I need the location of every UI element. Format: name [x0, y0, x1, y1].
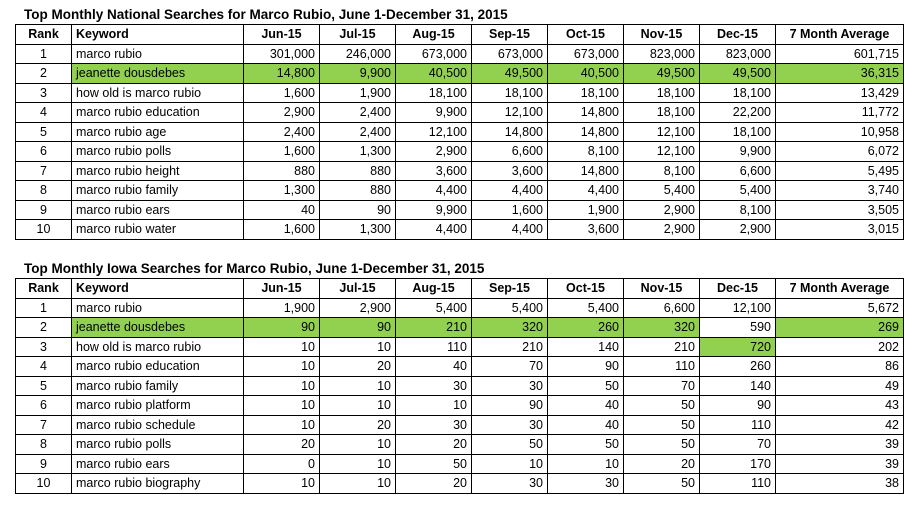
table-cell: 1,300	[320, 142, 396, 162]
column-header: Dec-15	[700, 279, 776, 299]
table-cell: 86	[776, 357, 904, 377]
table-cell: 1,600	[244, 220, 320, 240]
table-cell: 8,100	[700, 200, 776, 220]
table-cell: 673,000	[396, 44, 472, 64]
table-cell: 3,740	[776, 181, 904, 201]
table-cell: 12,100	[624, 142, 700, 162]
table-row	[16, 318, 904, 338]
national-table-title: Top Monthly National Searches for Marco Rubio, June 1-December 31, 2015	[24, 7, 508, 22]
table-cell: 673,000	[548, 44, 624, 64]
column-header: Keyword	[72, 25, 244, 45]
table-cell: 20	[244, 435, 320, 455]
table-cell: 260	[700, 357, 776, 377]
iowa-table-block	[15, 260, 899, 494]
table-cell: marco rubio height	[72, 161, 244, 181]
table-cell: 269	[776, 318, 904, 338]
table-cell: 18,100	[700, 83, 776, 103]
table-cell: marco rubio biography	[72, 474, 244, 494]
table-cell: 10	[16, 220, 72, 240]
table-cell: 38	[776, 474, 904, 494]
table-cell: 8,100	[548, 142, 624, 162]
table-cell: 10	[320, 454, 396, 474]
table-cell: 10	[244, 474, 320, 494]
table-row	[16, 357, 904, 377]
table-cell: 10	[320, 337, 396, 357]
table-cell: 4,400	[472, 181, 548, 201]
table-cell: 50	[624, 396, 700, 416]
table-cell: 7	[16, 415, 72, 435]
table-cell: 4	[16, 357, 72, 377]
table-cell: 9	[16, 454, 72, 474]
column-header: Aug-15	[396, 279, 472, 299]
column-header: Nov-15	[624, 279, 700, 299]
table-cell: 260	[548, 318, 624, 338]
table-row	[16, 396, 904, 416]
table-cell: 10	[320, 376, 396, 396]
table-cell: 50	[548, 435, 624, 455]
table-cell: 30	[548, 474, 624, 494]
column-header: Sep-15	[472, 25, 548, 45]
table-cell: marco rubio education	[72, 357, 244, 377]
table-cell: 36,315	[776, 64, 904, 84]
column-header: Dec-15	[700, 25, 776, 45]
table-cell: 2,900	[700, 220, 776, 240]
table-cell: 12,100	[396, 122, 472, 142]
table-cell: 39	[776, 454, 904, 474]
table-cell: 9	[16, 200, 72, 220]
table-cell: 3,600	[548, 220, 624, 240]
table-row	[16, 415, 904, 435]
table-cell: 18,100	[396, 83, 472, 103]
table-cell: 40	[548, 396, 624, 416]
table-cell: 49,500	[624, 64, 700, 84]
table-row	[16, 454, 904, 474]
table-cell: marco rubio ears	[72, 454, 244, 474]
table-cell: 20	[320, 415, 396, 435]
table-cell: 210	[472, 337, 548, 357]
table-cell: 246,000	[320, 44, 396, 64]
table-cell: 4,400	[396, 181, 472, 201]
column-header: 7 Month Average	[776, 279, 904, 299]
table-cell: 49,500	[700, 64, 776, 84]
table-cell: how old is marco rubio	[72, 337, 244, 357]
table-cell: 140	[548, 337, 624, 357]
table-cell: 601,715	[776, 44, 904, 64]
table-cell: marco rubio age	[72, 122, 244, 142]
table-row	[16, 142, 904, 162]
table-cell: 30	[472, 474, 548, 494]
table-cell: 8	[16, 181, 72, 201]
table-cell: 301,000	[244, 44, 320, 64]
table-cell: marco rubio water	[72, 220, 244, 240]
table-cell: 1,300	[244, 181, 320, 201]
table-cell: 3	[16, 83, 72, 103]
table-cell: 3,600	[396, 161, 472, 181]
table-cell: 10	[320, 435, 396, 455]
table-cell: 50	[396, 454, 472, 474]
table-cell: 320	[624, 318, 700, 338]
table-cell: 2,900	[396, 142, 472, 162]
table-cell: marco rubio polls	[72, 142, 244, 162]
table-cell: 10	[244, 415, 320, 435]
table-cell: 30	[396, 376, 472, 396]
table-cell: marco rubio ears	[72, 200, 244, 220]
table-cell: 1,900	[548, 200, 624, 220]
table-cell: jeanette dousdebes	[72, 64, 244, 84]
table-cell: 20	[396, 435, 472, 455]
table-cell: 12,100	[700, 298, 776, 318]
table-cell: 1	[16, 44, 72, 64]
column-header: Keyword	[72, 279, 244, 299]
column-header: Oct-15	[548, 25, 624, 45]
table-cell: 18,100	[472, 83, 548, 103]
table-cell: 0	[244, 454, 320, 474]
table-cell: 1,900	[244, 298, 320, 318]
table-cell: 140	[700, 376, 776, 396]
table-cell: 210	[624, 337, 700, 357]
table-cell: 5,400	[624, 181, 700, 201]
table-row	[16, 337, 904, 357]
table-cell: 40,500	[548, 64, 624, 84]
table-row	[16, 83, 904, 103]
table-cell: 5	[16, 376, 72, 396]
table-row	[16, 298, 904, 318]
table-cell: 50	[624, 435, 700, 455]
table-cell: 50	[624, 474, 700, 494]
header-row	[16, 279, 904, 299]
table-cell: 8,100	[624, 161, 700, 181]
table-cell: 14,800	[244, 64, 320, 84]
table-row	[16, 122, 904, 142]
table-cell: 823,000	[624, 44, 700, 64]
table-cell: 880	[320, 161, 396, 181]
table-cell: 1,600	[244, 142, 320, 162]
table-cell: 10	[244, 396, 320, 416]
table-cell: marco rubio	[72, 44, 244, 64]
table-cell: 4,400	[548, 181, 624, 201]
table-cell: 40	[244, 200, 320, 220]
table-cell: 10	[244, 357, 320, 377]
table-cell: 50	[548, 376, 624, 396]
table-cell: 6,600	[472, 142, 548, 162]
table-cell: 210	[396, 318, 472, 338]
table-cell: 39	[776, 435, 904, 455]
table-cell: 20	[396, 474, 472, 494]
table-cell: 2,400	[320, 122, 396, 142]
table-cell: 9,900	[396, 200, 472, 220]
table-cell: marco rubio polls	[72, 435, 244, 455]
iowa-searches-table	[15, 278, 904, 494]
table-cell: 4,400	[472, 220, 548, 240]
table-cell: how old is marco rubio	[72, 83, 244, 103]
table-cell: 10	[320, 474, 396, 494]
table-cell: 14,800	[472, 122, 548, 142]
table-cell: 4	[16, 103, 72, 123]
table-cell: 110	[396, 337, 472, 357]
table-row	[16, 376, 904, 396]
table-cell: 2,900	[624, 200, 700, 220]
table-row	[16, 44, 904, 64]
table-cell: 7	[16, 161, 72, 181]
table-cell: 6,072	[776, 142, 904, 162]
table-cell: marco rubio schedule	[72, 415, 244, 435]
table-cell: 43	[776, 396, 904, 416]
table-cell: marco rubio family	[72, 376, 244, 396]
table-cell: 1	[16, 298, 72, 318]
table-cell: marco rubio education	[72, 103, 244, 123]
table-cell: 1,900	[320, 83, 396, 103]
table-cell: 320	[472, 318, 548, 338]
column-header: Rank	[16, 279, 72, 299]
table-cell: 3,015	[776, 220, 904, 240]
table-cell: 9,900	[396, 103, 472, 123]
column-header: Nov-15	[624, 25, 700, 45]
table-cell: 70	[700, 435, 776, 455]
table-cell: 50	[624, 415, 700, 435]
table-cell: 4,400	[396, 220, 472, 240]
header-row	[16, 25, 904, 45]
table-cell: 10,958	[776, 122, 904, 142]
table-cell: 30	[396, 415, 472, 435]
table-row	[16, 474, 904, 494]
table-cell: 823,000	[700, 44, 776, 64]
table-cell: 2,400	[320, 103, 396, 123]
table-cell: marco rubio family	[72, 181, 244, 201]
table-cell: 880	[244, 161, 320, 181]
table-cell: 12,100	[472, 103, 548, 123]
table-cell: 30	[472, 415, 548, 435]
table-cell: 590	[700, 318, 776, 338]
table-cell: 202	[776, 337, 904, 357]
table-cell: 673,000	[472, 44, 548, 64]
table-cell: 18,100	[548, 83, 624, 103]
table-row	[16, 435, 904, 455]
table-cell: 49	[776, 376, 904, 396]
national-searches-table	[15, 24, 904, 240]
table-row	[16, 181, 904, 201]
table-row	[16, 220, 904, 240]
table-cell: 18,100	[624, 83, 700, 103]
table-cell: 90	[472, 396, 548, 416]
table-cell: 10	[472, 454, 548, 474]
table-cell: 1,600	[244, 83, 320, 103]
table-cell: 6	[16, 142, 72, 162]
column-header: Aug-15	[396, 25, 472, 45]
table-cell: 9,900	[700, 142, 776, 162]
table-cell: 49,500	[472, 64, 548, 84]
column-header: 7 Month Average	[776, 25, 904, 45]
table-cell: 1,600	[472, 200, 548, 220]
column-header: Jul-15	[320, 279, 396, 299]
table-cell: 40,500	[396, 64, 472, 84]
table-cell: 90	[244, 318, 320, 338]
table-cell: 6,600	[700, 161, 776, 181]
table-cell: 8	[16, 435, 72, 455]
table-cell: 90	[320, 200, 396, 220]
table-cell: 10	[16, 474, 72, 494]
table-cell: 1,300	[320, 220, 396, 240]
table-cell: 10	[396, 396, 472, 416]
table-cell: 3	[16, 337, 72, 357]
table-cell: 10	[244, 337, 320, 357]
column-header: Oct-15	[548, 279, 624, 299]
table-cell: 90	[700, 396, 776, 416]
table-cell: 70	[624, 376, 700, 396]
national-table-block	[15, 6, 899, 240]
table-cell: 170	[700, 454, 776, 474]
table-row	[16, 64, 904, 84]
column-header: Jul-15	[320, 25, 396, 45]
table-cell: marco rubio platform	[72, 396, 244, 416]
table-cell: 5,672	[776, 298, 904, 318]
column-header: Jun-15	[244, 279, 320, 299]
table-cell: 3,505	[776, 200, 904, 220]
table-cell: 2,900	[624, 220, 700, 240]
table-cell: 5,400	[472, 298, 548, 318]
table-cell: 110	[700, 415, 776, 435]
table-cell: 2	[16, 64, 72, 84]
table-cell: 70	[472, 357, 548, 377]
table-cell: 2	[16, 318, 72, 338]
table-cell: 18,100	[700, 122, 776, 142]
column-header: Jun-15	[244, 25, 320, 45]
table-cell: marco rubio	[72, 298, 244, 318]
table-cell: 90	[320, 318, 396, 338]
table-cell: 30	[472, 376, 548, 396]
table-cell: 5,400	[700, 181, 776, 201]
table-cell: 14,800	[548, 161, 624, 181]
table-cell: 11,772	[776, 103, 904, 123]
table-row	[16, 103, 904, 123]
table-cell: 13,429	[776, 83, 904, 103]
table-cell: 9,900	[320, 64, 396, 84]
table-cell: 720	[700, 337, 776, 357]
column-header: Rank	[16, 25, 72, 45]
table-cell: 20	[624, 454, 700, 474]
table-cell: 50	[472, 435, 548, 455]
table-cell: 5	[16, 122, 72, 142]
table-cell: 40	[548, 415, 624, 435]
table-cell: 5,400	[396, 298, 472, 318]
table-cell: 10	[320, 396, 396, 416]
table-cell: 90	[548, 357, 624, 377]
table-cell: 5,400	[548, 298, 624, 318]
table-cell: 5,495	[776, 161, 904, 181]
table-cell: 18,100	[624, 103, 700, 123]
table-cell: 880	[320, 181, 396, 201]
table-cell: 40	[396, 357, 472, 377]
table-cell: 3,600	[472, 161, 548, 181]
table-cell: 10	[548, 454, 624, 474]
table-cell: 22,200	[700, 103, 776, 123]
table-cell: 2,400	[244, 122, 320, 142]
table-cell: 2,900	[320, 298, 396, 318]
table-cell: 20	[320, 357, 396, 377]
table-cell: 14,800	[548, 122, 624, 142]
table-row	[16, 161, 904, 181]
table-cell: 6	[16, 396, 72, 416]
table-cell: 2,900	[244, 103, 320, 123]
iowa-table-title: Top Monthly Iowa Searches for Marco Rubio, June 1-December 31, 2015	[24, 261, 485, 276]
table-cell: jeanette dousdebes	[72, 318, 244, 338]
table-cell: 6,600	[624, 298, 700, 318]
table-cell: 14,800	[548, 103, 624, 123]
table-cell: 10	[244, 376, 320, 396]
table-cell: 12,100	[624, 122, 700, 142]
column-header: Sep-15	[472, 279, 548, 299]
table-cell: 110	[624, 357, 700, 377]
table-row	[16, 200, 904, 220]
table-cell: 42	[776, 415, 904, 435]
table-cell: 110	[700, 474, 776, 494]
